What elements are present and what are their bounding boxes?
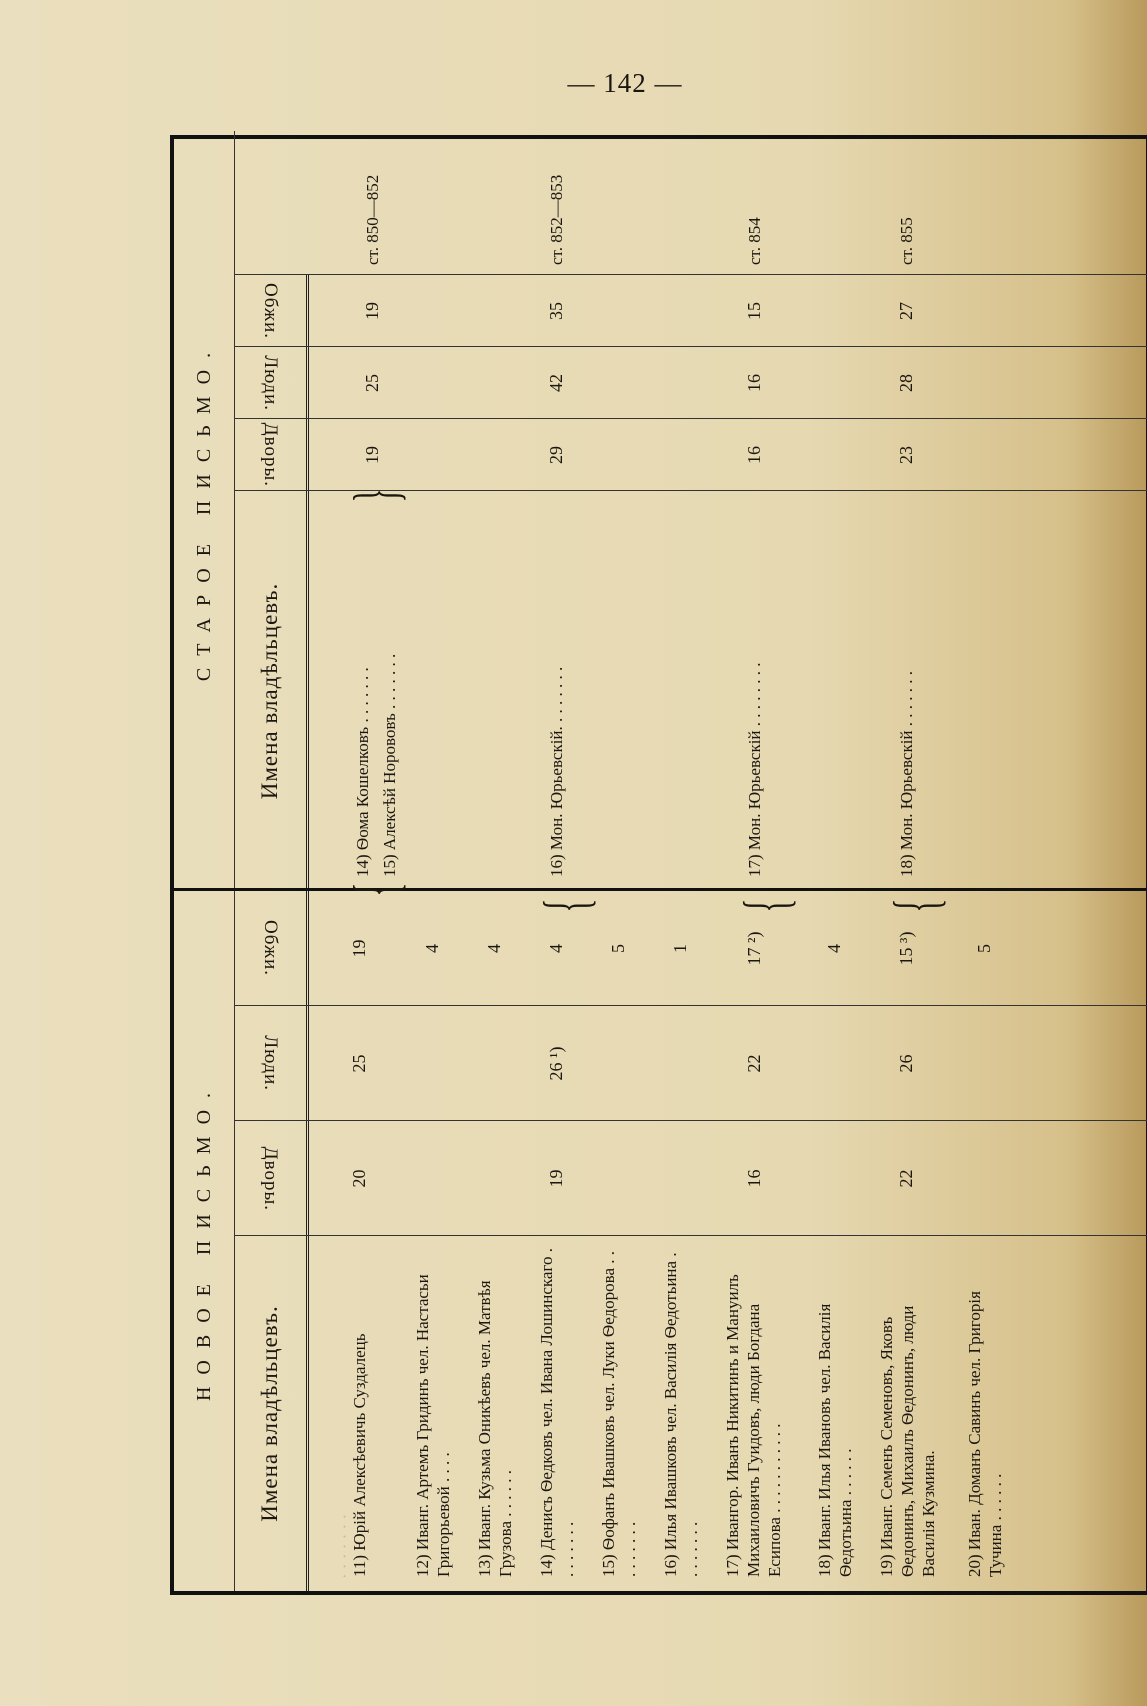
new-row-obzhi: 4 <box>824 944 844 953</box>
old-row-obzhi: 35 <box>546 302 566 320</box>
bleed-through: · · · · · · · <box>335 1513 354 1579</box>
col-lyudi-old: Люди. <box>234 347 309 419</box>
new-row-obzhi: 1 <box>670 944 690 953</box>
old-row-lyudi: 42 <box>546 374 566 392</box>
new-row-lyudi: 26 ¹) <box>546 1046 566 1081</box>
new-row-dvory: 20 <box>349 1169 369 1188</box>
old-row-text: 16) Мон. Юрьевскій. . . . . . . . <box>547 666 566 877</box>
old-row-text: 14) Ѳома Кошелковъ . . . . . . . <box>353 667 372 877</box>
old-row-ref: ст. 855 <box>897 217 916 265</box>
new-row-lyudi: 22 <box>744 1054 764 1073</box>
new-row-obzhi: 4 <box>422 944 442 953</box>
old-row-dvory: 16 <box>744 446 764 464</box>
col-obzhi: Обжи. <box>234 891 309 1006</box>
section-old-header: СТАРОЕ ПИСЬМО. <box>174 131 235 891</box>
old-row-text: 18) Мон. Юрьевскій . . . . . . . <box>897 670 916 877</box>
col-dvory: Дворы. <box>234 1121 309 1236</box>
new-row-obzhi: 19 <box>349 939 369 958</box>
old-row-obzhi: 15 <box>744 302 764 320</box>
new-row-dvory: 22 <box>896 1169 916 1188</box>
old-row-text: 17) Мон. Юрьевскій . . . . . . . . <box>745 662 764 877</box>
old-row-obzhi: 19 <box>362 302 382 320</box>
new-row-lyudi: 25 <box>349 1054 369 1073</box>
col-obzhi-old: Обжи. <box>234 275 309 347</box>
old-row-dvory: 23 <box>896 446 916 464</box>
new-row-obzhi: 15 ³) <box>896 931 916 966</box>
new-row-text: 12) Иванг. Артемъ Гридинъ чел. Настасьи Григорьевой . . . . <box>413 1274 453 1577</box>
brace-mark: } <box>340 488 411 503</box>
old-row-lyudi: 25 <box>362 374 382 392</box>
page-number: — 142 — <box>567 68 683 98</box>
old-row-dvory: 19 <box>362 446 382 464</box>
old-row-ref: ст. 850—852 <box>363 174 382 265</box>
new-row-text: 17) Ивангор. Иванъ Никитинъ и Мануилъ Михаиловичъ Гуидовъ, люди Богдана Есипова . . . . . . . . . . . <box>723 1274 784 1577</box>
new-row-text: 19) Иванг. Семенъ Семеновъ, Яковъ Ѳедонинъ, Михаилъ Ѳедонинъ, люди Василія Кузмина. <box>877 1305 938 1577</box>
brace-mark: { <box>880 898 951 913</box>
old-row-obzhi: 27 <box>896 302 916 320</box>
col-names-old: Имена владѣльцевъ. <box>234 491 309 891</box>
col-dvory-old: Дворы. <box>234 419 309 491</box>
new-row-dvory: 19 <box>546 1169 566 1188</box>
col-lyudi: Люди. <box>234 1006 309 1121</box>
new-row-obzhi: 5 <box>974 944 994 953</box>
old-row-lyudi: 28 <box>896 374 916 392</box>
brace-mark: { <box>730 898 801 913</box>
new-row-text: 13) Иванг. Кузьма Оникѣевъ чел. Матвѣя Грузова . . . . . . <box>475 1280 515 1577</box>
new-row-obzhi: 4 <box>546 944 566 953</box>
new-row-text: 18) Иванг. Илья Ивановъ чел. Василія Ѳедотьина . . . . . . <box>815 1303 855 1577</box>
brace-mark: { <box>340 882 411 897</box>
new-row-text: 14) Денисъ Ѳедковъ чел. Ивана Лошинскаго . . . . . . . . <box>537 1248 577 1577</box>
old-row-dvory: 29 <box>546 446 566 464</box>
new-row-text: 15) Ѳофанъ Ивашковъ чел. Луки Ѳедорова . . . . . . . . . <box>599 1250 639 1577</box>
rule <box>234 1235 1147 1236</box>
new-row-obzhi: 4 <box>484 944 504 953</box>
new-row-obzhi: 5 <box>608 944 628 953</box>
col-names-new: Имена владѣльцевъ. <box>234 1236 309 1591</box>
brace-mark: { <box>530 898 601 913</box>
new-row-lyudi: 26 <box>896 1054 916 1073</box>
new-row-dvory: 16 <box>744 1169 764 1188</box>
census-table <box>170 135 1147 1595</box>
section-new-header: НОВОЕ ПИСЬМО. <box>174 891 235 1591</box>
new-row-text: 11) Юрій Алексѣевичь Суздалець <box>350 1333 369 1577</box>
new-row-text: 16) Илья Ивашковъ чел. Василія Ѳедотьина . . . . . . . . <box>661 1252 701 1577</box>
old-row-ref: ст. 854 <box>745 217 764 265</box>
rule <box>174 888 1147 891</box>
old-row-lyudi: 16 <box>744 374 764 392</box>
rule <box>234 1120 1147 1121</box>
old-row-text: 15) Алексѣй Норововъ . . . . . . . <box>380 653 399 877</box>
new-row-text: 20) Иван. Доманъ Савинъ чел. Григорія Тучина . . . . . . <box>965 1291 1005 1577</box>
new-row-obzhi: 17 ²) <box>744 931 764 966</box>
old-row-ref: ст. 852—853 <box>547 174 566 265</box>
